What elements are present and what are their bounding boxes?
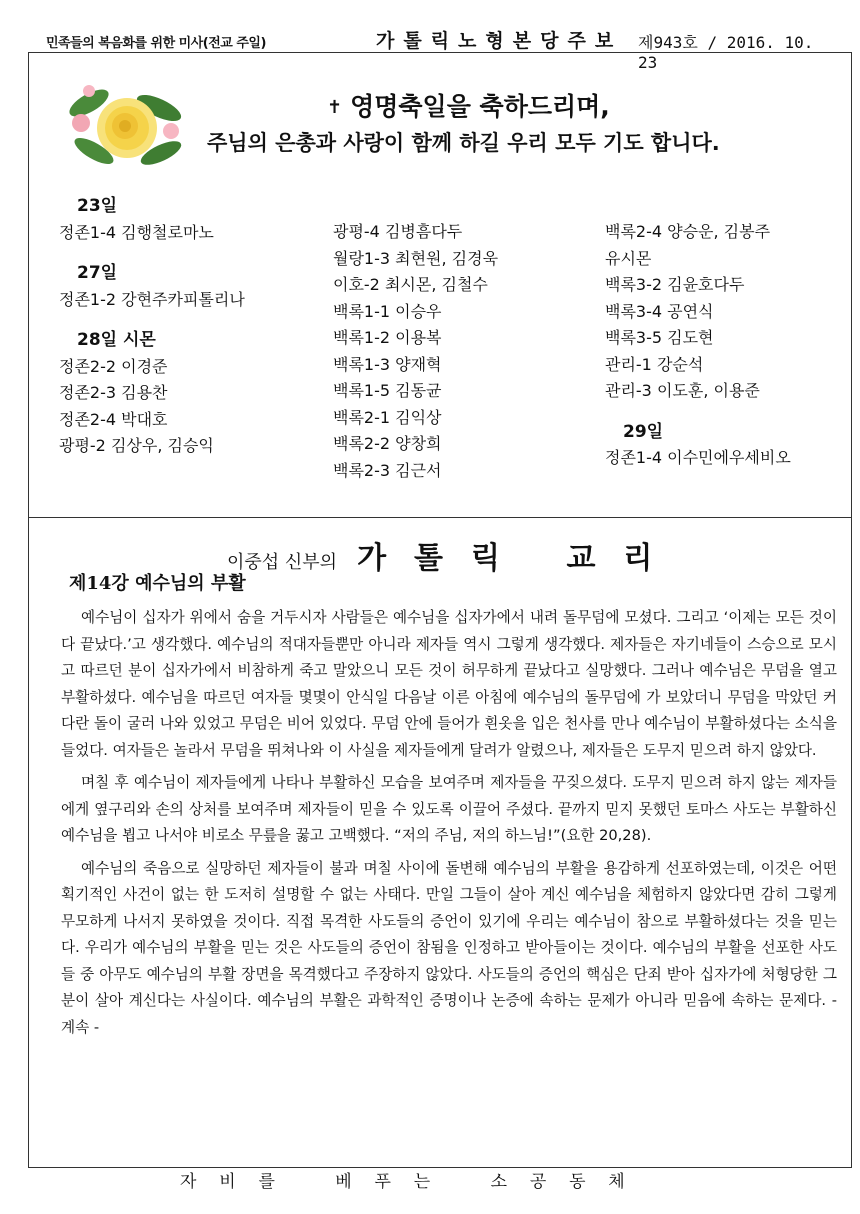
feast-person: 관리-3 이도훈, 이용준	[605, 381, 760, 400]
feast-person: 이호-2 최시몬, 김철수	[333, 275, 488, 294]
bulletin-header	[26, 20, 842, 72]
feast-person: 백록2-4 양승운, 김봉주	[605, 222, 771, 241]
spacer	[605, 405, 791, 419]
feast-person: 백록3-2 김윤호다두	[605, 275, 745, 294]
paragraph: 예수님의 죽음으로 실망하던 제자들이 불과 며칠 사이에 돌변해 예수님의 부활을 용감하게 선포하였는데, 이것은 어떤 획기적인 사건이 없는 한 도저히 설명할 수 없는 사태다. 만일 그들이 살아 계신 예수님을 체험하지 않았다면 감히 그렇게 무모하게 나서지 못하였을 것이다. 직접 목격한 사도들의 증언이 있기에 우리는 예수님이 참으로 부활하셨다는 것을 믿는다. 우리가 예수님의 부활을 믿는 것은 사도들의 증언이 참됨을 인정하고 받아들이는 것이다. 예수님의 부활을 선포한 사도들 중 아무도 예수님의 부활 장면을 목격했다고 주장하지 않았다. 사도들의 증언의 핵심은 단죄 받아 십자가에 처형당한 그분이 살아 계신다는 사실이다. 예수님의 부활은 과학적인 증명이나 논증에 속하는 문제가 아니라 믿음에 속하는 문제다. - 계속 -	[61, 859, 837, 1036]
catechism-author: 이중섭 신부의	[227, 552, 338, 573]
feast-list-right	[605, 219, 791, 472]
feast-person: 광평-2 김상우, 김승익	[59, 436, 214, 455]
spacer	[59, 313, 245, 327]
feast-person: 광평-4 김병흠다두	[333, 222, 463, 241]
mass-title: 민족들의 복음화를 위한 미사(전교 주일)	[46, 36, 266, 51]
cross-icon: ✝	[327, 97, 343, 118]
catechism-body	[61, 605, 837, 1047]
catechism-heading	[227, 533, 680, 577]
feast-day: 28일 시몬	[77, 330, 156, 350]
feast-person: 월랑1-3 최현원, 김경욱	[333, 248, 499, 268]
feast-person: 백록2-2 양창희	[333, 434, 442, 453]
feast-day: 23일	[77, 196, 118, 216]
feast-person: 정존2-3 김용찬	[59, 383, 168, 402]
feast-list-middle	[333, 219, 498, 484]
lesson-title: 제14강 예수님의 부활	[69, 573, 246, 594]
paragraph: 예수님이 십자가 위에서 숨을 거두시자 사람들은 예수님을 십자가에서 내려 돌무덤에 모셨다. 그리고 ‘이제는 모든 것이 다 끝났다.’고 생각했다. 예수님의 적대자들뿐만 아니라 제자들 역시 그렇게 생각했다. 제자들은 자기네들이 스승으로 모시고 따르던 분이 십자가에서 비참하게 죽고 말았으니 모든 것이 허무하게 끝났다고 실망했다. 그러나 예수님은 무덤을 열고 부활하셨다. 예수님을 따르던 여자들 몇몇이 안식일 다음날 이른 아침에 예수님의 돌무덤에 가 보았더니 무덤을 막았던 커다란 돌이 굴러 나와 있었고 무덤은 비어 있었다. 무덤 안에 들어가 흰옷을 입은 천사를 만나 예수님이 부활하셨다는 소식을 들었다. 여자들은 놀라서 무덤을 뛰쳐나와 이 사실을 제자들에게 달려가 알렸으나, 제자들은 도무지 믿으려 하지 않았다.	[61, 609, 837, 759]
feast-day: 29일	[623, 421, 664, 442]
feast-person: 백록1-2 이용복	[333, 328, 442, 347]
feast-person: 정존1-2 강현주카피톨리나	[59, 289, 245, 309]
feast-person: 정존1-4 이수민에우세비오	[605, 448, 791, 467]
content-frame	[28, 52, 852, 1168]
feast-day: 27일	[77, 263, 118, 283]
feast-person: 정존2-4 박대호	[59, 409, 168, 429]
catechism-title: 가톨릭 교리	[357, 541, 681, 576]
feast-person: 백록3-4 공연식	[605, 301, 714, 321]
bulletin-name: 가톨릭노형본당주보	[376, 30, 623, 52]
footer-motto: 자 비 를 베 푸 는 소 공 동 체	[180, 1172, 629, 1192]
feast-person: 백록1-5 김동균	[333, 381, 442, 400]
feast-person: 백록1-3 양재혁	[333, 354, 442, 374]
feast-list-left	[59, 193, 245, 460]
feast-person: 백록3-5 김도현	[605, 328, 714, 347]
greeting-subtitle: 주님의 은총과 사랑이 함께 하길 우리 모두 기도 합니다.	[207, 131, 720, 155]
feast-person: 정존1-4 김행철로마노	[59, 222, 214, 242]
paragraph: 며칠 후 예수님이 제자들에게 나타나 부활하신 모습을 보여주며 제자들을 꾸짖으셨다. 도무지 믿으려 하지 않는 제자들에게 옆구리와 손의 상처를 보여주며 제자들이 믿을 수 있도록 이끌어 주셨다. 끝까지 믿지 못했던 토마스 사도는 부활하신 예수님을 뵙고 나서야 비로소 무릎을 꿇고 고백했다. “저의 주님, 저의 하느님!”(요한 20,28).	[61, 774, 837, 844]
feast-person: 정존2-2 이경준	[59, 356, 168, 376]
flower-icon	[59, 73, 189, 173]
feast-person: 유시몬	[605, 248, 652, 268]
section-divider	[29, 517, 851, 518]
spacer	[59, 246, 245, 260]
feast-person: 백록2-1 김익상	[333, 407, 442, 427]
feast-person: 백록2-3 김근서	[333, 460, 442, 480]
greeting-title: ✝ 영명축일을 축하드리며,	[327, 92, 610, 121]
issue-number: 제943호 / 2016. 10. 23	[638, 33, 814, 72]
feast-person: 관리-1 강순석	[605, 354, 704, 374]
feast-person: 백록1-1 이승우	[333, 301, 442, 321]
